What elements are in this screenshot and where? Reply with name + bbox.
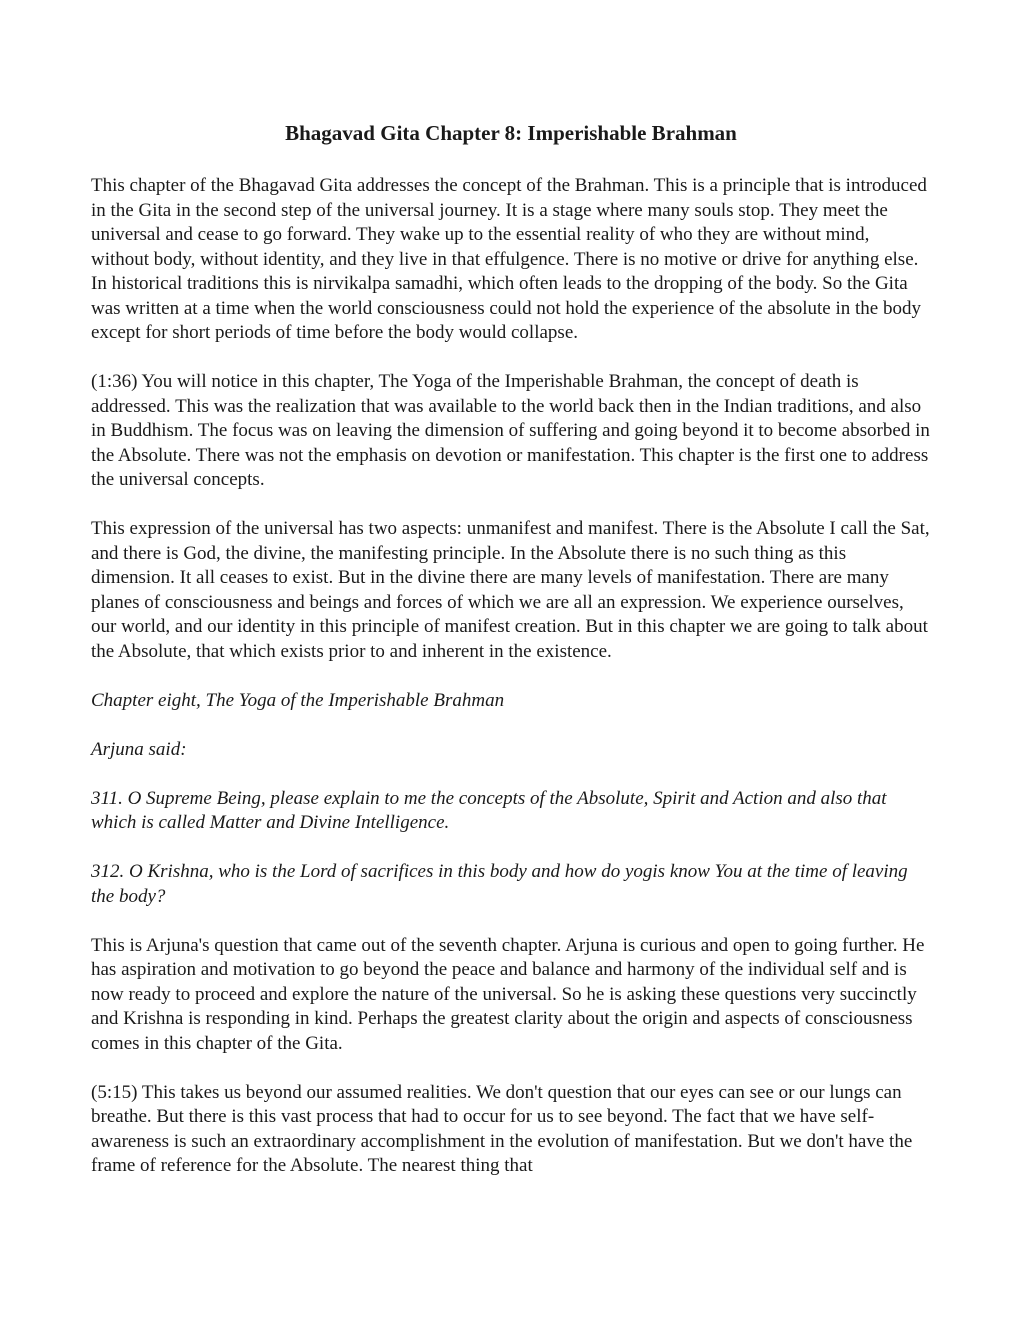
- paragraph: This expression of the universal has two aspects: unmanifest and manifest. There is the Absolute I call the Sat, and there is God, the divine, the manifesting principle. In the Absolute there is no such thing as this dimension. It all ceases to exist. But in the divine there are many levels of manifestation. There are many planes of consciousness and beings and forces of which we are all an expression. We experience ourselves, our world, and our identity in this principle of manifest creation. But in this chapter we are going to talk about the Absolute, that which exists prior to and inherent in the existence.: [91, 518, 930, 662]
- paragraph: This chapter of the Bhagavad Gita addresses the concept of the Brahman. This is a principle that is introduced in the Gita in the second step of the universal journey. It is a stage where many souls stop. They meet the universal and cease to go forward. They wake up to the essential reality of who they are without mind, without body, without identity, and they live in that effulgence. There is no motive or drive for anything else. In historical traditions this is nirvikalpa samadhi, which often leads to the dropping of the body. So the Gita was written at a time when the world consciousness could not hold the experience of the absolute in the body except for short periods of time before the body would collapse.: [91, 175, 927, 343]
- paragraph: Chapter eight, The Yoga of the Imperishable Brahman: [91, 689, 505, 711]
- page-title: Bhagavad Gita Chapter 8: Imperishable Brahman: [285, 121, 737, 145]
- document-body: [91, 174, 931, 1179]
- paragraph: This is Arjuna's question that came out of the seventh chapter. Arjuna is curious and open to going further. He has aspiration and motivation to go beyond the peace and balance and harmony of the individual self and is now ready to proceed and explore the nature of the universal. So he is asking these questions very succinctly and Krishna is responding in kind. Perhaps the greatest clarity about the origin and aspects of consciousness comes in this chapter of the Gita.: [91, 934, 925, 1054]
- paragraph: Arjuna said:: [91, 738, 187, 760]
- paragraph: 311. O Supreme Being, please explain to me the concepts of the Absolute, Spirit and Action and also that which is called Matter and Divine Intelligence.: [91, 787, 887, 833]
- paragraph: 312. O Krishna, who is the Lord of sacrifices in this body and how do yogis know You at the time of leaving the body?: [91, 861, 908, 907]
- paragraph: (1:36) You will notice in this chapter, The Yoga of the Imperishable Brahman, the concept of death is addressed. This was the realization that was available to the world back then in the Indian traditions, and also in Buddhism. The focus was on leaving the dimension of suffering and going beyond it to become absorbed in the Absolute. There was not the emphasis on devotion or manifestation. This chapter is the first one to address the universal concepts.: [91, 371, 930, 490]
- paragraph: (5:15) This takes us beyond our assumed realities. We don't question that our eyes can see or our lungs can breathe. But there is this vast process that had to occur for us to see beyond. The fact that we have self-awareness is such an extraordinary accomplishment in the evolution of manifestation. But we don't have the frame of reference for the Absolute. The nearest thing that: [91, 1081, 913, 1176]
